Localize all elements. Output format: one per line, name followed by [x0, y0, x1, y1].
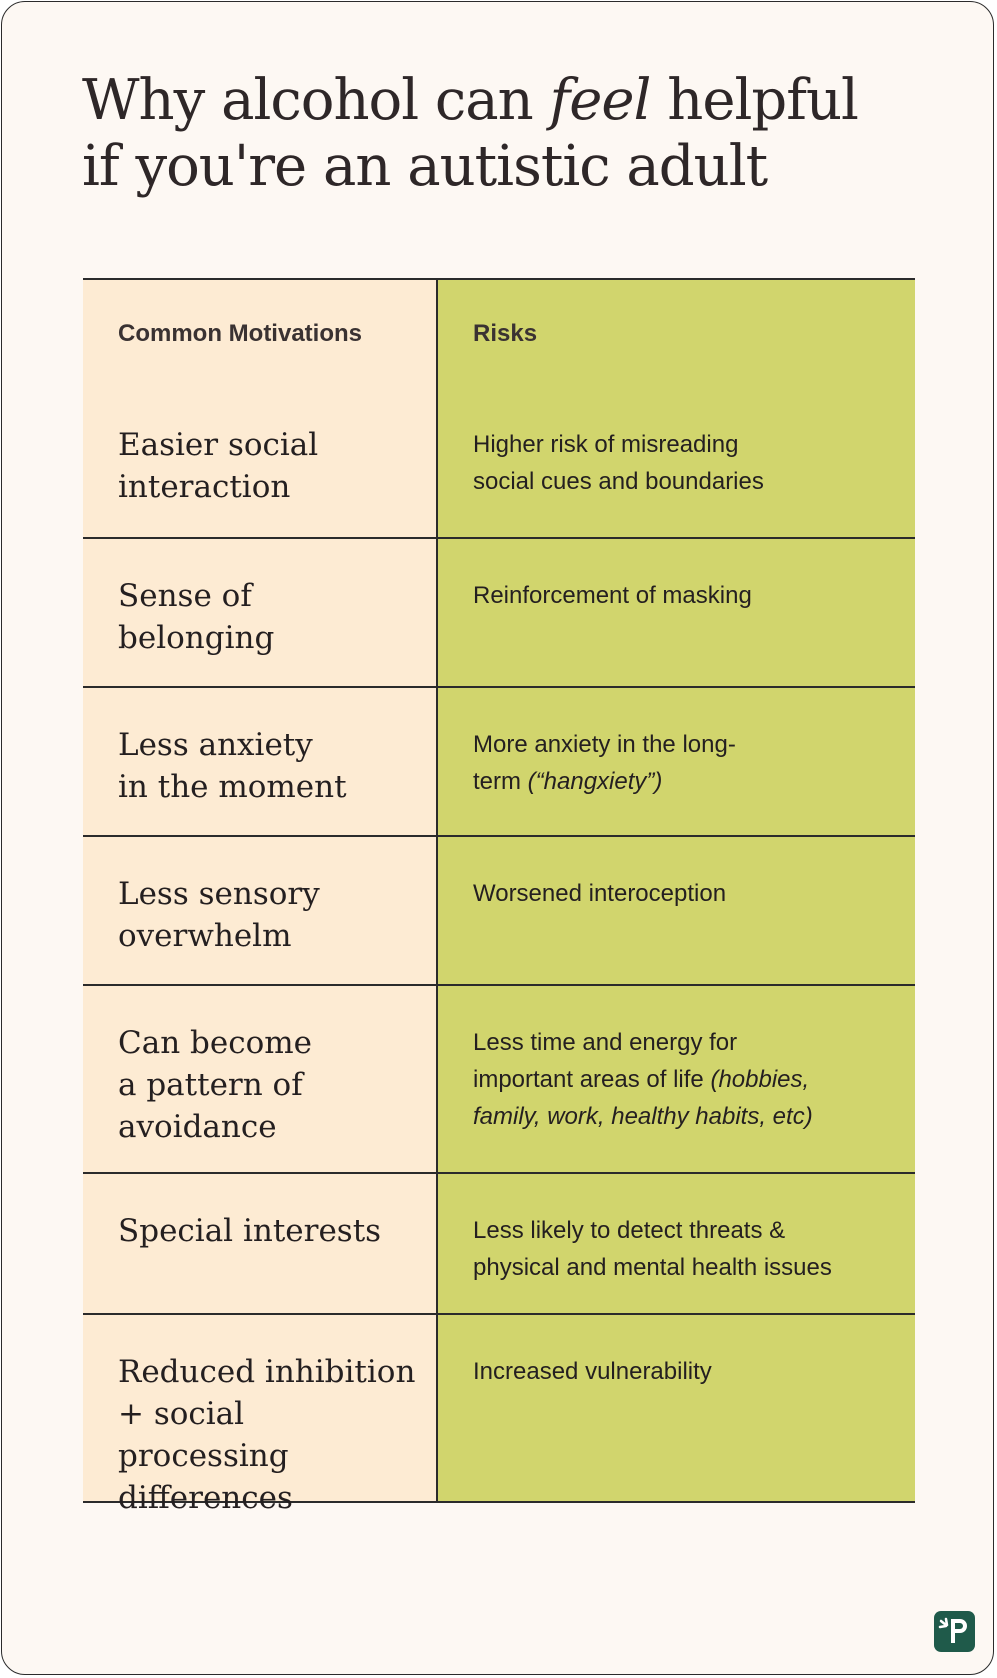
- risk-text-plain: Less time and energy for important areas of life: [473, 1029, 738, 1093]
- risk-cell: [438, 539, 915, 686]
- motivation-text: Less anxiety in the moment: [118, 727, 347, 805]
- header-risks: Risks: [473, 320, 538, 347]
- risk-text: [473, 875, 895, 912]
- motivation-text: Easier social interaction: [118, 427, 319, 505]
- motivation-cell: [83, 688, 438, 835]
- header-motivations: Common Motivations: [118, 320, 362, 347]
- motivation-text: Reduced inhibition + social processing differences: [118, 1354, 416, 1516]
- risk-cell: [438, 837, 915, 984]
- risk-text-plain: Less likely to detect threats & physical and mental health issues: [473, 1217, 832, 1281]
- table-row: [83, 537, 915, 686]
- table-row: [83, 1313, 915, 1516]
- header-motivations-cell: [83, 280, 438, 388]
- comparison-table: [83, 278, 915, 1516]
- motivation-text: Special interests: [118, 1213, 382, 1249]
- infographic-card: [1, 1, 994, 1675]
- motivation-cell: [83, 1315, 438, 1516]
- risk-text: [473, 1353, 895, 1390]
- table-row: [83, 835, 915, 984]
- brand-logo-icon: [934, 1611, 975, 1652]
- risk-cell: [438, 1174, 915, 1313]
- motivation-cell: [83, 837, 438, 984]
- table-row: [83, 1172, 915, 1313]
- motivation-cell: [83, 1174, 438, 1313]
- risk-text-plain: Worsened interoception: [473, 880, 727, 907]
- risk-cell: [438, 688, 915, 835]
- title-text: Why alcohol can: [82, 68, 550, 133]
- title-text: helpful: [650, 68, 858, 133]
- risk-text-plain: Higher risk of misreading social cues and boundaries: [473, 431, 764, 495]
- table-row: [83, 388, 915, 537]
- motivation-cell: [83, 539, 438, 686]
- table-row: [83, 686, 915, 835]
- risk-cell: [438, 986, 915, 1172]
- risk-cell: [438, 388, 915, 537]
- risk-text: [473, 726, 895, 800]
- risk-text-italic: (“hangxiety”): [527, 768, 663, 795]
- motivation-cell: [83, 388, 438, 537]
- risk-cell: [438, 1315, 915, 1501]
- table-row: [83, 984, 915, 1172]
- page-title: [82, 68, 858, 200]
- risk-text: [473, 1212, 895, 1286]
- risk-text: [473, 426, 895, 500]
- header-risks-cell: [438, 280, 915, 388]
- risk-text-plain: Reinforcement of masking: [473, 582, 752, 609]
- title-text: if you're an autistic adult: [82, 134, 768, 199]
- motivation-text: Sense of belonging: [118, 578, 275, 656]
- table-header-row: [83, 280, 915, 388]
- risk-text: [473, 1024, 895, 1135]
- motivation-cell: [83, 986, 438, 1172]
- risk-text-plain: Increased vulnerability: [473, 1358, 712, 1385]
- risk-text-plain: More anxiety in the long- term: [473, 731, 736, 795]
- motivation-text: Less sensory overwhelm: [118, 876, 320, 954]
- risk-text: [473, 577, 895, 614]
- risk-text-italic: (hobbies, family, work, healthy habits, etc): [473, 1066, 813, 1130]
- motivation-text: Can become a pattern of avoidance: [118, 1025, 312, 1145]
- title-emphasis: feel: [549, 68, 651, 133]
